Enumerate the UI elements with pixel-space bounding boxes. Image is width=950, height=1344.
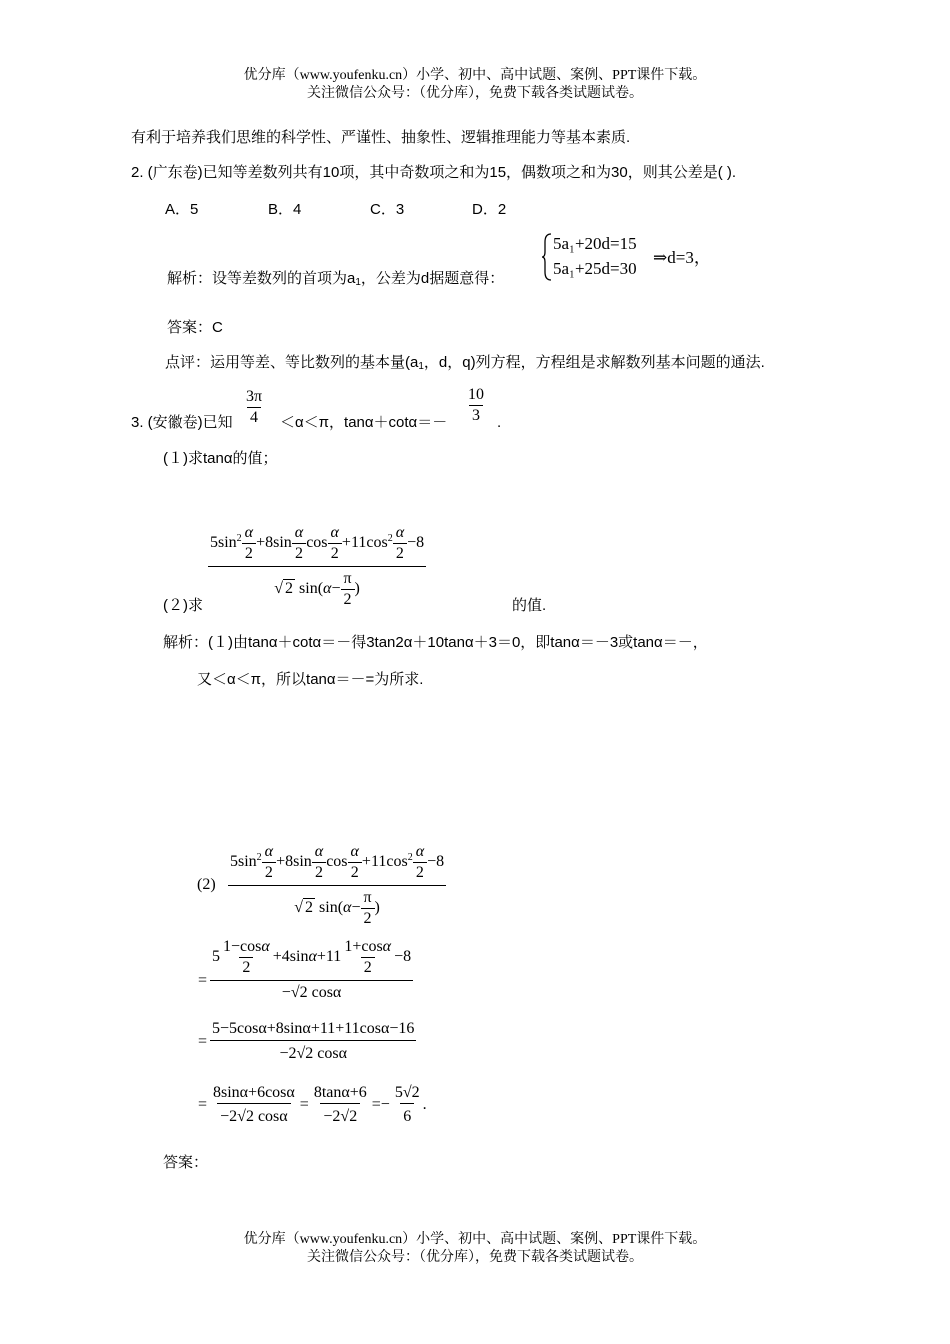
system-line-1: 5a₁+20d=15 — [553, 234, 637, 253]
p2-label: (2) — [197, 876, 216, 893]
q3-fraction-10-3: $\frac{10}{3}$ — [468, 386, 484, 424]
expr-denominator: √ 2 sin(α− $\frac{\pi}{2}$ ) — [274, 570, 360, 608]
q2-equation-system — [541, 232, 721, 282]
footer-line-1: 优分库（www.youfenku.cn）小学、初中、高中试题、案例、PPT课件下载。 — [243, 1232, 707, 1247]
q2-comment: 点评：运用等差、等比数列的基本量($a_1$，d，q)列方程，方程组是求解数列基本问题的通法. — [165, 354, 765, 372]
step3-equals: = — [198, 1096, 208, 1113]
system-result: ⇒d=3， — [653, 248, 711, 267]
q3-stem-mid: ＜α＜π，tanα＋cotα＝－ — [280, 414, 448, 431]
header-line-1: 优分库（www.youfenku.cn）小学、初中、高中试题、案例、PPT课件下载。 — [243, 68, 707, 83]
step1-equals: = — [198, 972, 208, 989]
q3-part-2-suffix: 的值. — [512, 597, 547, 614]
q3-part2-expression — [208, 524, 426, 609]
q2-option-d: D．2 — [472, 201, 507, 218]
q2-option-b: B．4 — [268, 201, 302, 218]
q3-stem-prefix: 3. (安徽卷)已知 — [131, 414, 233, 431]
result-fraction: $\frac{5√2}{6}$ — [394, 1084, 420, 1125]
q2-option-c: C．3 — [370, 201, 405, 218]
p2-expression: $5\sin^2$ $\frac{\alpha}{2}$ +8sin $\frac{\alpha}{2}$ cos $\frac{\alpha}{2}$ $+11\cos^2$ $\frac{\alpha}{2}$ −8 √ 2 sin(α− $\frac{\pi}{2}$ ) — [230, 843, 445, 927]
q2-solution: 解析：设等差数列的首项为$a_1$，公差为d据题意得： — [167, 270, 505, 288]
q3-part-2-prefix: (２)求 — [163, 597, 203, 614]
q3-solution-1: 解析：(１)由tanα＋cotα＝－得3tan2α＋10tanα＋3＝0，即tanα＝－3或tanα＝－， — [163, 634, 708, 651]
q2-stem: 2. (广东卷)已知等差数列共有10项，其中奇数项之和为15，偶数项之和为30，则其公差是( ). — [131, 164, 737, 181]
q3-answer: 答案： — [163, 1154, 209, 1171]
header-line-2: 关注微信公众号：（优分库），免费下载各类试题试卷。 — [307, 86, 643, 101]
step1-expression: 5 $\frac{1-\cos\alpha}{2}$ +4sinα+11 $\frac{1+\cos\alpha}{2}$ −8 −√2 cosα — [212, 938, 412, 1001]
q3-solution-2: 又＜α＜π，所以tanα＝－=为所求. — [197, 671, 424, 688]
q3-fraction-3pi-4: $\frac{3\pi}{4}$ — [246, 388, 263, 426]
expr-numerator: $5\sin^2$ $\frac{\alpha}{2}$ +8sin $\frac{\alpha}{2}$ cos $\frac{\alpha}{2}$ $+11\cos^2$ $\frac{\alpha}{2}$ −8 — [208, 524, 426, 567]
system-line-2: 5a₁+25d=30 — [553, 259, 637, 278]
step2-expression: 5−5cosα+8sinα+11+11cosα−16 −2√2 cosα — [212, 1020, 415, 1062]
footer-line-2: 关注微信公众号：（优分库），免费下载各类试题试卷。 — [307, 1250, 643, 1265]
intro-text: 有利于培养我们思维的科学性、严谨性、抽象性、逻辑推理能力等基本素质. — [131, 129, 631, 146]
q3-stem-end: . — [497, 414, 502, 431]
step3-fraction-a: $\frac{8\sin\alpha+6\cos\alpha}{-2√2 \cos\alpha}$ — [213, 1084, 295, 1125]
q2-answer: 答案：C — [167, 319, 223, 336]
brace-icon — [541, 232, 553, 282]
q3-part-1: (１)求tanα的值； — [163, 450, 278, 467]
q2-option-a: A．5 — [165, 201, 199, 218]
step3-fraction-b: $\frac{8\tan\alpha+6}{-2√2}$ — [313, 1084, 367, 1125]
step3-expression: $\frac{8\sin\alpha+6\cos\alpha}{-2√2 \cos\alpha}$ = $\frac{8\tan\alpha+6}{-2√2}$ =− $\frac{5√2}{6}$ . — [210, 1084, 427, 1126]
step2-equals: = — [198, 1033, 208, 1050]
